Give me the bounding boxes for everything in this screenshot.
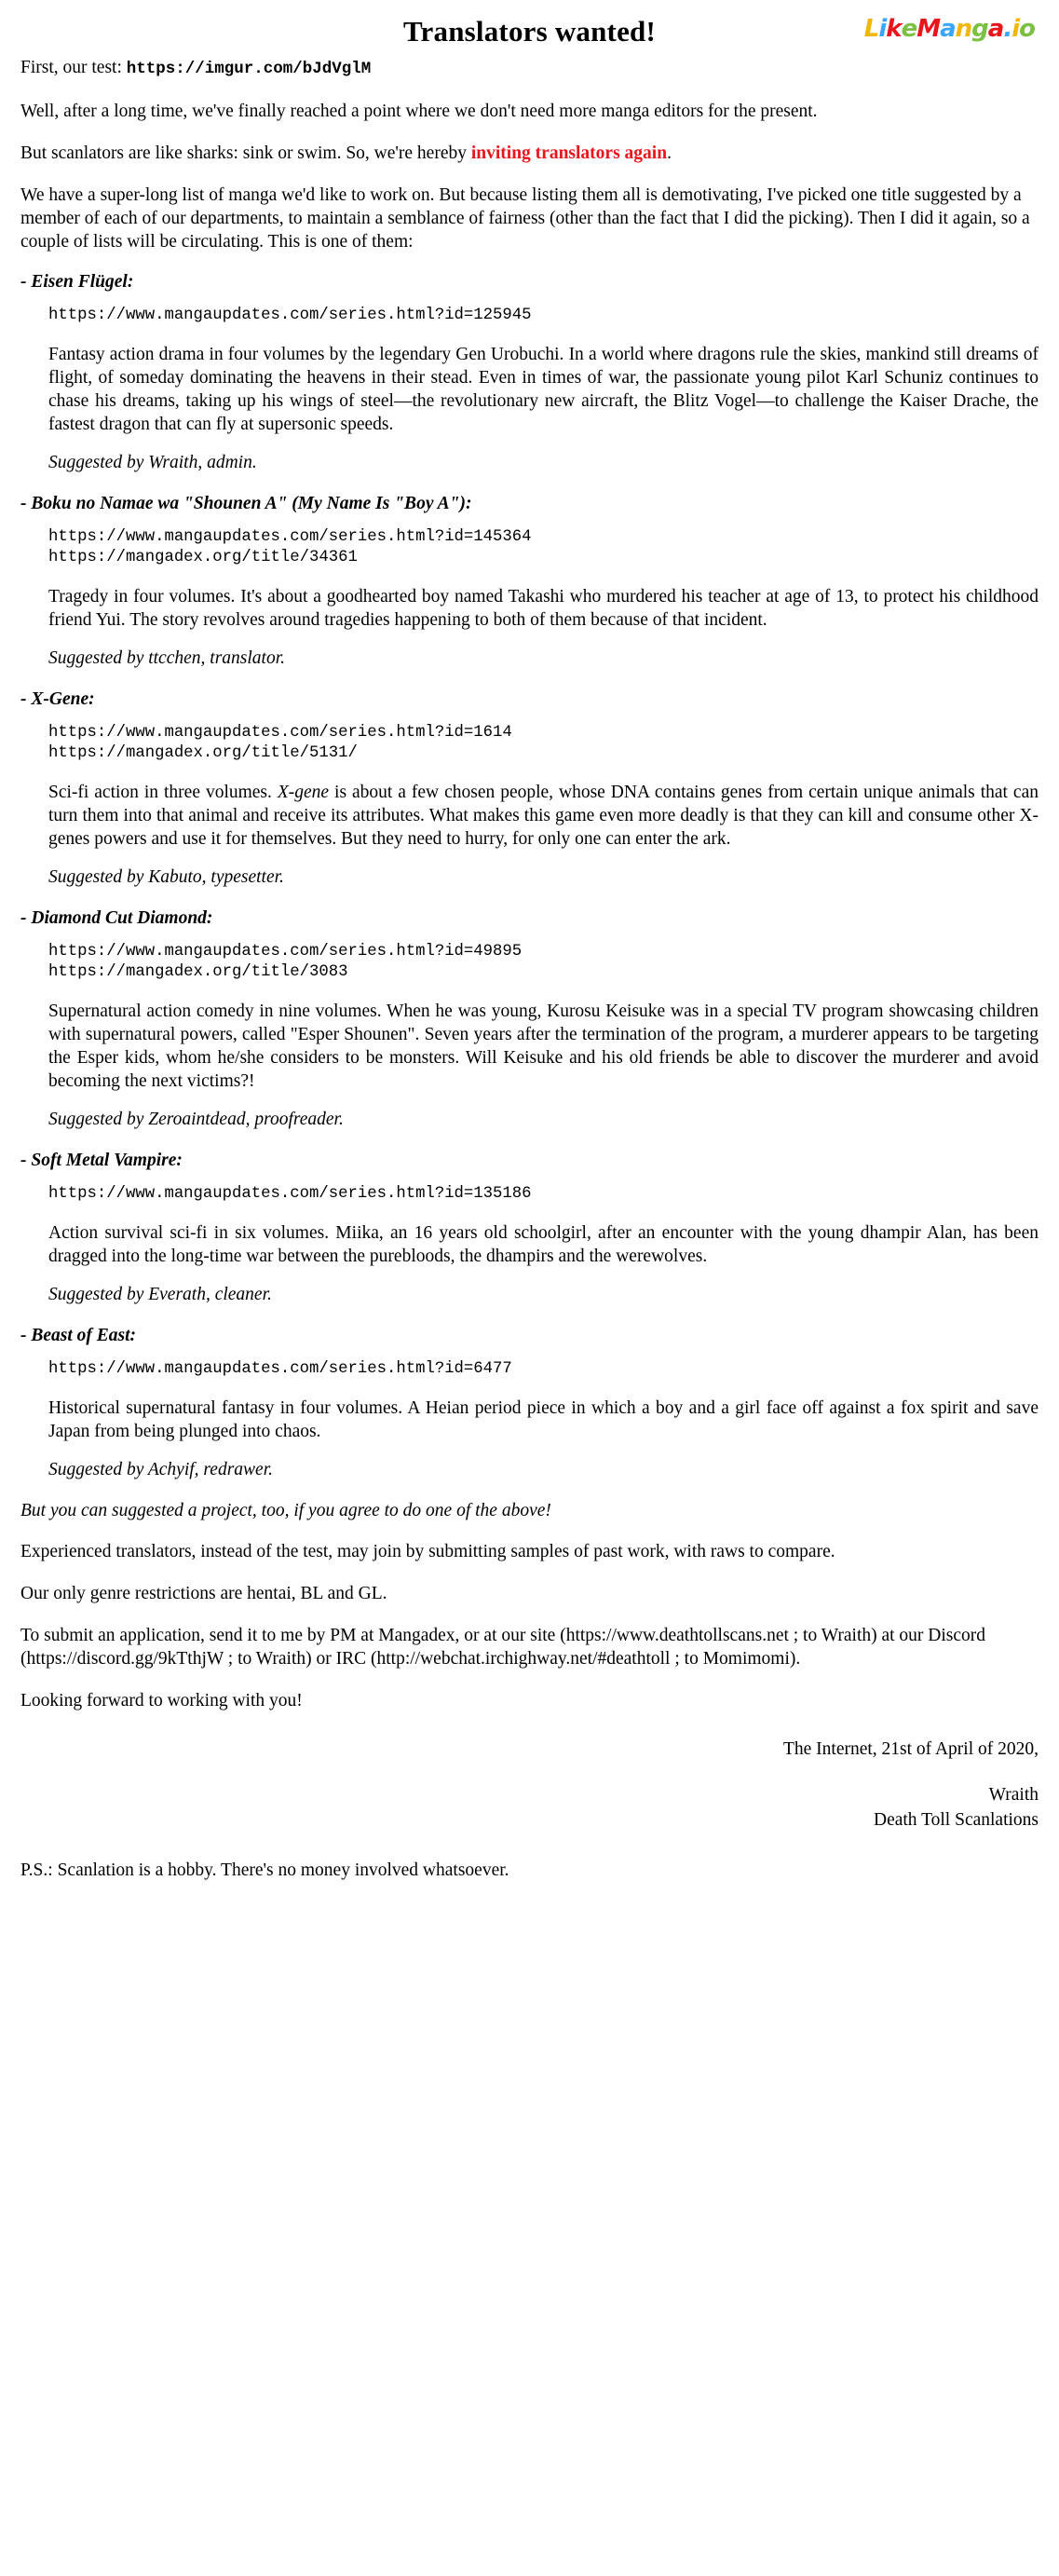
entry-title: - Soft Metal Vampire:	[20, 1151, 183, 1170]
entry-title: - Eisen Flügel:	[20, 272, 134, 292]
logo-letter: L	[863, 15, 879, 43]
logo-letter: k	[886, 15, 902, 43]
entry-description: Action survival sci-fi in six volumes. Miika, an 16 years old schoolgirl, after an encounter with the young dhampir Alan, has been dragged into the long-time war between the purebloods, the dhampirs and the werewolves.	[48, 1223, 1039, 1266]
entry-description: Historical supernatural fantasy in four volumes. A Heian period piece in which a boy and a girl face off against a fox spirit and save Japan from being plunged into chaos.	[48, 1398, 1039, 1441]
entry-body	[48, 942, 1039, 1130]
entry-title: - Beast of East:	[20, 1326, 137, 1345]
manga-entry	[20, 1151, 1039, 1305]
entry-description: Supernatural action comedy in nine volumes. When he was young, Kurosu Keisuke was in a special TV program showcasing children with supernatural powers, called "Esper Shounen". Seven years after the termination of the program, a murderer appears to be targeting the Esper kids, whom he/she considers to be monsters. Will Keisuke and his old friends be able to discover the murderer and avoid becoming the next victims?!	[48, 1002, 1039, 1091]
intro-paragraph-2	[20, 142, 1039, 165]
invite-pre: But scanlators are like sharks: sink or swim. So, we're hereby	[20, 143, 471, 163]
experienced-note: Experienced translators, instead of the test, may join by submitting samples of past work, with raws to compare.	[20, 1542, 835, 1561]
description-post: is about a few chosen people, whose DNA contains genes from certain unique animals that can turn them into that animal and receive its attributes. What makes this game even more deadly is that they can kill and consume other X-genes powers and use it for themselves. But they need to hurry, for only one can enter the ark.	[48, 783, 1039, 849]
entry-links	[48, 1184, 1039, 1205]
entry-description: Tragedy in four volumes. It's about a goodhearted boy named Takashi who murdered his teacher at age of 13, to protect his childhood friend Yui. The story revolves around tragedies happening to both of them because of that incident.	[48, 587, 1039, 630]
entry-link[interactable]: https://mangadex.org/title/5131/	[48, 744, 358, 762]
description-italic: X-gene	[277, 783, 330, 802]
invite-post: .	[667, 143, 672, 163]
manga-entry	[20, 494, 1039, 669]
logo-letter: e	[901, 15, 917, 43]
looking-forward: Looking forward to working with you!	[20, 1691, 303, 1711]
entry-suggested-by: Suggested by Wraith, admin.	[48, 453, 257, 472]
entry-title: - Boku no Namae wa "Shounen A" (My Name Is "Boy A"):	[20, 494, 472, 513]
logo-letter: o	[1019, 15, 1035, 43]
manga-entry	[20, 272, 1039, 473]
entry-links	[48, 942, 1039, 983]
entry-link[interactable]: https://www.mangaupdates.com/series.html?id=49895	[48, 943, 523, 961]
logo-letter: g	[971, 15, 988, 43]
entry-title: - Diamond Cut Diamond:	[20, 908, 213, 928]
entry-body	[48, 306, 1039, 473]
own-project-note: But you can suggested a project, too, if you agree to do one of the above!	[20, 1501, 551, 1520]
signature-block	[20, 1737, 1039, 1833]
intro-paragraph-1: Well, after a long time, we've finally reached a point where we don't need more manga editors for the present.	[20, 102, 818, 121]
entry-link[interactable]: https://www.mangaupdates.com/series.html?id=6477	[48, 1360, 512, 1378]
header-row	[20, 13, 1039, 56]
logo-letter: n	[955, 15, 972, 43]
entry-suggested-by: Suggested by Zeroaintdead, proofreader.	[48, 1110, 344, 1129]
entry-links	[48, 1359, 1039, 1380]
page-title: Translators wanted!	[402, 15, 657, 48]
entry-description: Fantasy action drama in four volumes by the legendary Gen Urobuchi. In a world where dragons rule the skies, mankind still dreams of flight, of someday dominating the heavens in their stead. Even in times of war, the passionate young pilot Karl Schuniz continues to chase his dreams, taking up his wings of steel—the revolutionary new aircraft, the Blitz Vogel—to challenge the Kaiser Drache, the fastest dragon that can fly at supersonic speeds.	[48, 345, 1039, 434]
entry-body	[48, 1359, 1039, 1480]
logo-letter: i	[1011, 15, 1020, 43]
site-logo	[864, 15, 1035, 43]
entry-suggested-by: Suggested by Kabuto, typesetter.	[48, 867, 284, 887]
entry-link[interactable]: https://www.mangaupdates.com/series.html?id=145364	[48, 528, 532, 546]
entry-links	[48, 306, 1039, 326]
entry-suggested-by: Suggested by Everath, cleaner.	[48, 1285, 272, 1304]
test-url[interactable]: https://imgur.com/bJdVglM	[126, 60, 372, 78]
logo-letter: a	[940, 15, 956, 43]
entry-suggested-by: Suggested by ttcchen, translator.	[48, 648, 286, 668]
manga-entry	[20, 1326, 1039, 1480]
logo-letter: M	[916, 15, 941, 43]
logo-letter: a	[987, 15, 1004, 43]
entry-link[interactable]: https://www.mangaupdates.com/series.html?id=1614	[48, 724, 512, 742]
entry-link[interactable]: https://mangadex.org/title/34361	[48, 549, 358, 566]
application-instructions: To submit an application, send it to me by PM at Mangadex, or at our site (https://www.deathtollscans.net ; to Wraith) at our Discord (https://discord.gg/9kTthjW ; to Wraith) or IRC (http://webchat.irchighway.net/#deathtoll ; to Momimomi).	[20, 1626, 986, 1669]
signature-group: Death Toll Scanlations	[874, 1810, 1039, 1830]
entry-body	[48, 1184, 1039, 1305]
test-label: First, our test:	[20, 58, 127, 77]
test-line	[20, 56, 1039, 81]
genre-restrictions: Our only genre restrictions are hentai, BL and GL.	[20, 1584, 387, 1603]
signature-name: Wraith	[988, 1785, 1039, 1805]
signature-date: The Internet, 21st of April of 2020,	[782, 1739, 1039, 1759]
entry-link[interactable]: https://www.mangaupdates.com/series.html?id=125945	[48, 307, 532, 324]
postscript: P.S.: Scanlation is a hobby. There's no money involved whatsoever.	[20, 1860, 509, 1880]
intro-paragraph-3: We have a super-long list of manga we'd like to work on. But because listing them all is demotivating, I've picked one title suggested by a member of each of our departments, to maintain a semblance of fairness (other than the fact that I did the picking). Then I did it again, so a couple of lists will be circulating. This is one of them:	[20, 185, 1030, 252]
entry-description	[48, 781, 1039, 851]
entry-title: - X-Gene:	[20, 689, 95, 709]
logo-letter: i	[878, 15, 887, 43]
entry-body	[48, 723, 1039, 888]
entry-links	[48, 723, 1039, 764]
description-pre: Sci-fi action in three volumes.	[48, 783, 278, 802]
manga-entry	[20, 908, 1039, 1130]
invite-highlight: inviting translators again	[470, 143, 668, 163]
logo-letter: .	[1003, 15, 1012, 43]
entry-body	[48, 527, 1039, 669]
entry-link[interactable]: https://www.mangaupdates.com/series.html?id=135186	[48, 1185, 532, 1203]
manga-entry	[20, 689, 1039, 888]
entry-link[interactable]: https://mangadex.org/title/3083	[48, 963, 348, 981]
entry-suggested-by: Suggested by Achyif, redrawer.	[48, 1460, 273, 1479]
entry-links	[48, 527, 1039, 568]
